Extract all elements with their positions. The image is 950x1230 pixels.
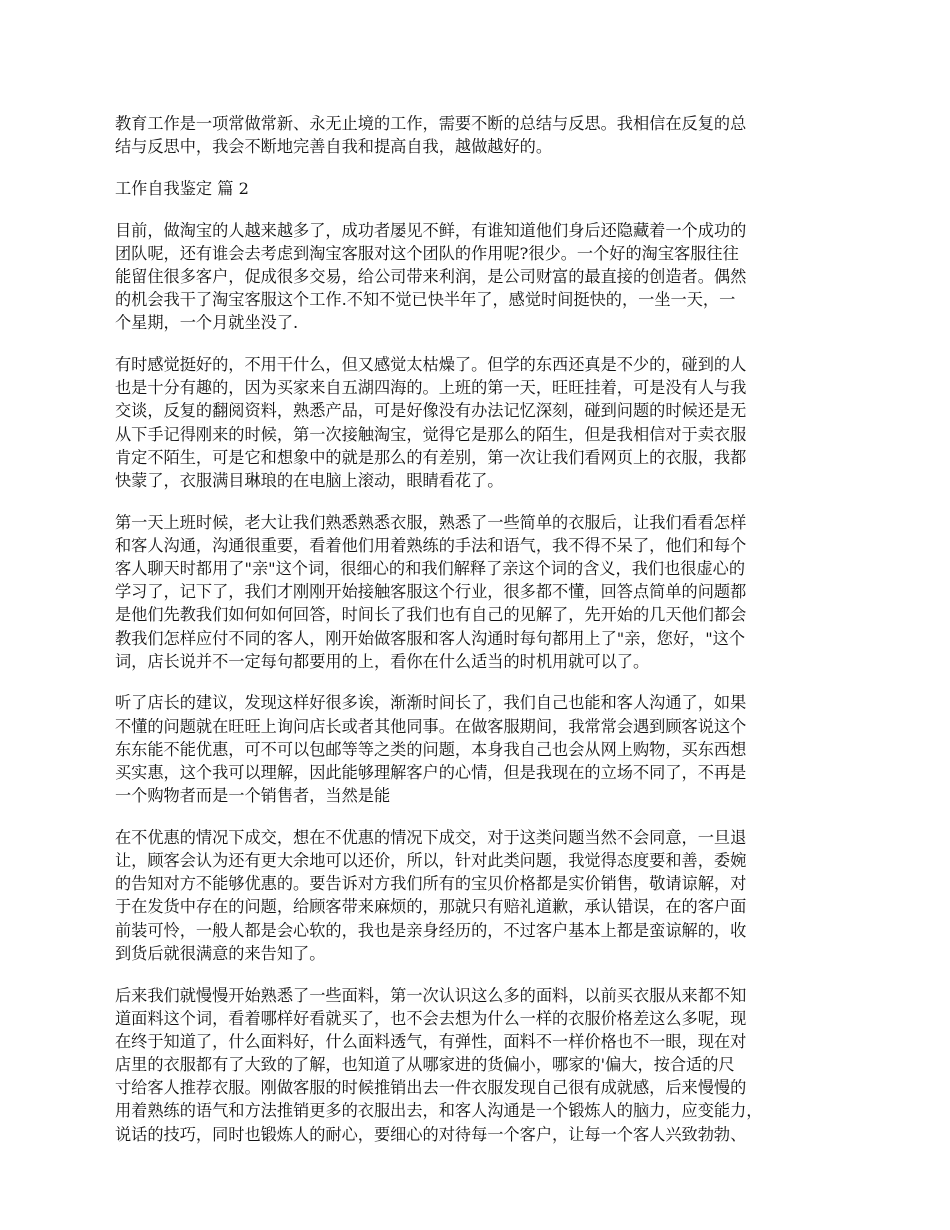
text-line: 第一天上班时候，老大让我们熟悉熟悉衣服，熟悉了一些简单的衣服后，让我们看看怎样 [115, 512, 747, 532]
text-line: 教育工作是一项常做常新、永无止境的工作，需要不断的总结与反思。我相信在反复的总 [115, 114, 747, 133]
text-line: 寸给客人推荐衣服。刚做客服的时候推销出去一件衣服发现自己很有成就感，后来慢慢的 [115, 1078, 747, 1098]
text-line: 后来我们就慢慢开始熟悉了一些面料，第一次认识这么多的面料，以前买衣服从来都不知 [115, 985, 747, 1005]
paragraph-taobao-intro [115, 219, 850, 335]
text-line: 目前，做淘宝的人越来越多了，成功者屡见不鲜，有谁知道他们身后还隐藏着一个成功的 [115, 220, 747, 240]
text-line: 让，顾客会认为还有更大余地可以还价，所以，针对此类问题，我觉得态度要和善，委婉 [115, 851, 747, 871]
paragraph-communication [115, 511, 850, 673]
text-line: 听了店长的建议，发现这样好很多诶，渐渐时间长了，我们自己也能和客人沟通了，如果 [115, 693, 747, 713]
text-line: 东东能不能优惠，可不可以包邮等等之类的问题，本身我自己也会从网上购物，买东西想 [115, 739, 747, 759]
paragraph-advice [115, 691, 850, 807]
text-line: 有时感觉挺好的，不用干什么，但又感觉太枯燥了。但学的东西还真是不少的，碰到的人 [115, 355, 747, 374]
paragraph-fabrics [115, 984, 850, 1146]
heading-text: 工作自我鉴定 篇 2 [115, 178, 249, 198]
text-line: 的机会我干了淘宝客服这个工作.不知不觉已快半年了，感觉时间挺快的，一坐一天，一 [115, 290, 736, 310]
text-line: 也是十分有趣的，因为买家来自五湖四海的。上班的第一天，旺旺挂着，可是没有人与我 [115, 378, 747, 398]
document-page [115, 112, 850, 1164]
paragraph-first-day [115, 353, 850, 492]
paragraph-discount [115, 826, 850, 965]
text-line: 店里的衣服都有了大致的了解，也知道了从哪家进的货偏小，哪家的'偏大，按合适的尺 [115, 1055, 735, 1075]
text-line: 前装可怜，一般人都是会心软的，我也是亲身经历的，不过客户基本上都是蛮谅解的，收 [115, 920, 747, 940]
text-line: 能留住很多客户，促成很多交易，给公司带来利润，是公司财富的最直接的创造者。偶然 [115, 266, 747, 286]
text-line: 词，店长说并不一定每句都要用的上，看你在什么适当的时机用就可以了。 [115, 651, 650, 671]
text-line: 于在发货中存在的问题，给顾客带来麻烦的，那就只有赔礼道歉，承认错误，在的客户面 [115, 897, 747, 917]
text-line: 从下手记得刚来的时候，第一次接触淘宝，觉得它是那么的陌生，但是我相信对于卖衣服 [115, 424, 747, 444]
text-line: 买实惠，这个我可以理解，因此能够理解客户的心情，但是我现在的立场不同了，不再是 [115, 763, 747, 782]
text-line: 和客人沟通，沟通很重要，看着他们用着熟练的手法和语气，我不得不呆了，他们和每个 [115, 535, 747, 555]
section-heading [115, 177, 850, 200]
text-line: 快蒙了，衣服满目琳琅的在电脑上滚动，眼睛看花了。 [115, 470, 504, 490]
text-line: 交谈，反复的翻阅资料，熟悉产品，可是好像没有办法记忆深刻，碰到问题的时候还是无 [115, 401, 747, 421]
text-line: 学习了，记下了，我们才刚刚开始接触客服这个行业，很多都不懂，回答点简单的问题都 [115, 582, 747, 602]
text-line: 一个购物者而是一个销售者，当然是能 [115, 786, 391, 806]
text-line: 用着熟练的语气和方法推销更多的衣服出去，和客人沟通是一个锻炼人的脑力，应变能力， [115, 1101, 763, 1121]
text-line: 团队呢，还有谁会去考虑到淘宝客服对这个团队的作用呢?很少。一个好的淘宝客服往往 [115, 243, 739, 263]
text-line: 在不优惠的情况下成交，想在不优惠的情况下成交，对于这类问题当然不会同意，一旦退 [115, 827, 747, 847]
text-line: 肯定不陌生，可是它和想象中的就是那么的有差别，第一次让我们看网页上的衣服，我都 [115, 447, 747, 467]
text-line: 道面料这个词，看着哪样好看就买了，也不会去想为什么一样的衣服价格差这么多呢，现 [115, 1008, 747, 1028]
paragraph-intro-conclusion [115, 112, 850, 158]
text-line: 结与反思中，我会不断地完善自我和提高自我，越做越好的。 [115, 137, 553, 157]
text-line: 教我们怎样应付不同的客人，刚开始做客服和客人沟通时每句都用上了"亲，您好，"这个 [115, 628, 746, 648]
text-line: 在终于知道了，什么面料好，什么面料透气，有弹性，面料不一样价格也不一眼，现在对 [115, 1031, 747, 1051]
text-line: 到货后就很满意的来告知了。 [115, 943, 326, 963]
text-line: 不懂的问题就在旺旺上询问店长或者其他同事。在做客服期间，我常常会遇到顾客说这个 [115, 716, 747, 736]
text-line: 客人聊天时都用了"亲"这个词，很细心的和我们解释了亲这个词的含义，我们也很虚心的 [115, 559, 746, 578]
text-line: 个星期，一个月就坐没了. [115, 313, 299, 333]
text-line: 说话的技巧，同时也锻炼人的耐心，要细心的对待每一个客户，让每一个客人兴致勃勃、 [115, 1124, 747, 1144]
text-line: 是他们先教我们如何如何回答，时间长了我们也有自己的见解了，先开始的几天他们都会 [115, 605, 747, 625]
text-line: 的告知对方不能够优惠的。要告诉对方我们所有的宝贝价格都是实价销售，敬请谅解，对 [115, 874, 747, 894]
